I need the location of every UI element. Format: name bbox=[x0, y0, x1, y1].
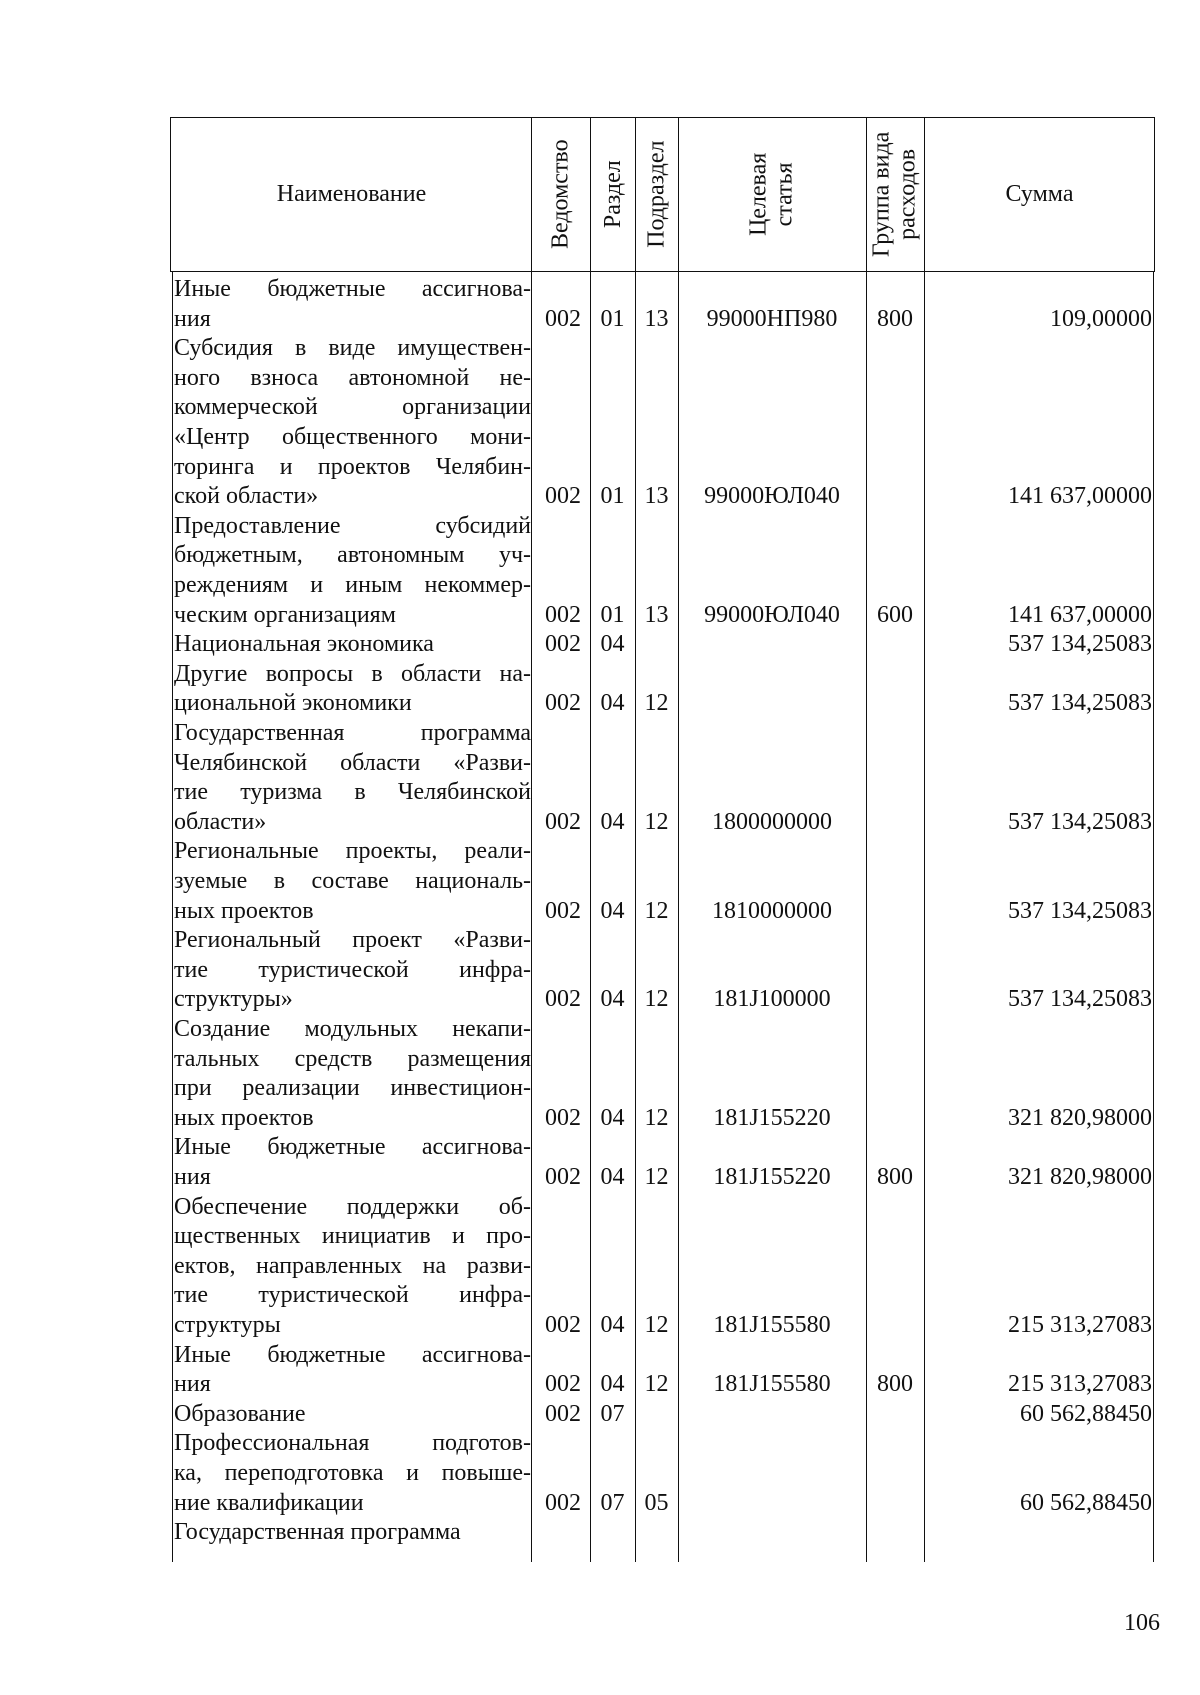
row-target-article: 181J155580 bbox=[713, 1311, 831, 1338]
row-name-line: тие туристической инфра- bbox=[174, 1282, 531, 1309]
row-name-line: Иные бюджетные ассигнова- bbox=[174, 1134, 531, 1161]
row-name-line: Предоставление субсидий bbox=[174, 512, 531, 539]
row-name-line: Челябинской области «Разви- bbox=[174, 749, 531, 776]
row-name-line: ческим организациям bbox=[174, 601, 396, 628]
row-name bbox=[174, 837, 531, 926]
row-subsection: 05 bbox=[644, 1489, 669, 1516]
row-sum: 109,00000 bbox=[1050, 305, 1152, 332]
row-subsection: 12 bbox=[644, 1371, 669, 1398]
row-name-line: коммерческой организации bbox=[174, 394, 531, 421]
row-section: 01 bbox=[600, 305, 625, 332]
row-target-article: 1810000000 bbox=[712, 897, 832, 924]
row-subsection: 13 bbox=[644, 305, 669, 332]
row-name-line: Региональные проекты, реали- bbox=[174, 838, 531, 865]
row-department: 002 bbox=[545, 1163, 581, 1190]
row-subsection: 12 bbox=[644, 1311, 669, 1338]
row-name bbox=[174, 275, 531, 334]
row-name-line: ния bbox=[174, 1163, 211, 1190]
row-department: 002 bbox=[545, 601, 581, 628]
row-sum: 215 313,27083 bbox=[1008, 1311, 1152, 1338]
header-target-article bbox=[678, 117, 866, 272]
header-section bbox=[590, 117, 635, 272]
row-name bbox=[174, 334, 531, 512]
row-section: 04 bbox=[600, 1163, 625, 1190]
header-department bbox=[531, 117, 590, 272]
header-name bbox=[172, 117, 531, 272]
row-section: 04 bbox=[600, 1371, 625, 1398]
row-name-line: области» bbox=[174, 808, 267, 835]
row-department: 002 bbox=[545, 1104, 581, 1131]
row-name-line: ектов, направленных на разви- bbox=[174, 1252, 531, 1279]
row-name bbox=[174, 630, 531, 660]
row-target-article: 99000ЮЛ040 bbox=[704, 601, 840, 628]
row-name-line: ных проектов bbox=[174, 897, 314, 924]
row-name-line: циональной экономики bbox=[174, 690, 412, 717]
row-name-line: при реализации инвестицион- bbox=[174, 1075, 531, 1102]
row-name-line: структуры» bbox=[174, 986, 293, 1013]
row-sum: 537 134,25083 bbox=[1008, 690, 1152, 717]
row-name-line: Национальная экономика bbox=[174, 631, 434, 658]
row-sum: 321 820,98000 bbox=[1008, 1163, 1152, 1190]
row-target-article: 181J155580 bbox=[713, 1371, 831, 1398]
row-name-line: ка, переподготовка и повыше- bbox=[174, 1459, 531, 1486]
row-name-line: Государственная программа bbox=[174, 720, 531, 746]
row-name-line: ния bbox=[174, 305, 211, 332]
row-target-article: 181J155220 bbox=[713, 1104, 831, 1131]
row-name-line: структуры bbox=[174, 1311, 281, 1338]
row-name-line: Субсидия в виде имуществен- bbox=[174, 335, 531, 362]
row-subsection: 12 bbox=[644, 808, 669, 835]
header-expense-group-label: Группа вида расходов bbox=[868, 131, 921, 258]
row-expense-group: 800 bbox=[877, 1371, 913, 1398]
row-department: 002 bbox=[545, 483, 581, 510]
row-department: 002 bbox=[545, 305, 581, 332]
row-department: 002 bbox=[545, 986, 581, 1013]
row-subsection: 12 bbox=[644, 690, 669, 717]
row-department: 002 bbox=[545, 1371, 581, 1398]
row-name bbox=[174, 1429, 531, 1518]
row-sum: 537 134,25083 bbox=[1008, 986, 1152, 1013]
row-name-line: Государственная программа bbox=[174, 1519, 461, 1546]
row-section: 07 bbox=[600, 1489, 625, 1516]
header-subsection-label: Подраздел bbox=[643, 140, 670, 249]
row-name-line: реждениям и иным некоммер- bbox=[174, 571, 531, 598]
header-name-label: Наименование bbox=[276, 180, 427, 207]
row-name bbox=[174, 1193, 531, 1341]
row-sum: 60 562,88450 bbox=[1020, 1489, 1152, 1516]
row-name-line: Профессиональная подготов- bbox=[174, 1430, 531, 1457]
row-name-line: ного взноса автономной не- bbox=[174, 364, 531, 391]
row-sum: 537 134,25083 bbox=[1008, 808, 1152, 835]
table-body bbox=[0, 275, 1200, 1565]
row-section: 01 bbox=[600, 483, 625, 510]
row-target-article: 99000ЮЛ040 bbox=[704, 483, 840, 510]
row-department: 002 bbox=[545, 897, 581, 924]
row-subsection: 13 bbox=[644, 483, 669, 510]
row-sum: 141 637,00000 bbox=[1008, 601, 1152, 628]
page-number: 106 bbox=[1124, 1610, 1160, 1636]
row-name bbox=[174, 1133, 531, 1192]
row-section: 04 bbox=[600, 808, 625, 835]
row-section: 07 bbox=[600, 1400, 625, 1427]
header-subsection bbox=[635, 117, 678, 272]
row-sum: 321 820,98000 bbox=[1008, 1104, 1152, 1131]
row-sum: 537 134,25083 bbox=[1008, 631, 1152, 658]
row-name-line: ской области» bbox=[174, 483, 319, 510]
row-subsection: 12 bbox=[644, 1104, 669, 1131]
row-sum: 537 134,25083 bbox=[1008, 897, 1152, 924]
row-section: 04 bbox=[600, 631, 625, 658]
row-name-line: тие туристической инфра- bbox=[174, 956, 531, 983]
header-expense-group bbox=[866, 117, 924, 272]
header-department-label: Ведомство bbox=[547, 139, 574, 250]
row-sum: 215 313,27083 bbox=[1008, 1371, 1152, 1398]
row-department: 002 bbox=[545, 631, 581, 658]
row-section: 01 bbox=[600, 601, 625, 628]
row-name-line: Создание модульных некапи- bbox=[174, 1016, 531, 1042]
row-name-line: тие туризма в Челябинской bbox=[174, 779, 531, 806]
row-subsection: 12 bbox=[644, 986, 669, 1013]
header-sum bbox=[924, 117, 1155, 272]
row-name bbox=[174, 719, 531, 837]
row-sum: 141 637,00000 bbox=[1008, 483, 1152, 510]
row-name-line: ных проектов bbox=[174, 1104, 314, 1131]
row-section: 04 bbox=[600, 897, 625, 924]
row-target-article: 1800000000 bbox=[712, 808, 832, 835]
row-section: 04 bbox=[600, 1311, 625, 1338]
row-sum: 60 562,88450 bbox=[1020, 1400, 1152, 1427]
row-name-line: бюджетным, автономным уч- bbox=[174, 542, 531, 569]
header-section-label: Раздел bbox=[599, 160, 626, 229]
row-name-line: щественных инициатив и про- bbox=[174, 1223, 531, 1250]
row-name bbox=[174, 1015, 531, 1133]
row-name-line: Обеспечение поддержки об- bbox=[174, 1193, 531, 1220]
row-section: 04 bbox=[600, 1104, 625, 1131]
row-target-article: 181J155220 bbox=[713, 1163, 831, 1190]
row-name bbox=[174, 1518, 531, 1548]
row-name-line: тальных средств размещения bbox=[174, 1045, 531, 1072]
row-subsection: 13 bbox=[644, 601, 669, 628]
row-department: 002 bbox=[545, 1489, 581, 1516]
row-section: 04 bbox=[600, 986, 625, 1013]
row-name-line: «Центр общественного мони- bbox=[174, 423, 531, 450]
row-expense-group: 600 bbox=[877, 601, 913, 628]
row-name-line: Другие вопросы в области на- bbox=[174, 660, 531, 687]
row-department: 002 bbox=[545, 1400, 581, 1427]
header-sum-label: Сумма bbox=[1005, 180, 1074, 207]
row-name-line: Иные бюджетные ассигнова- bbox=[174, 1341, 531, 1368]
row-name-line: Образование bbox=[174, 1400, 306, 1427]
row-name-line: Региональный проект «Разви- bbox=[174, 927, 531, 954]
row-expense-group: 800 bbox=[877, 1163, 913, 1190]
row-name-line: зуемые в составе националь- bbox=[174, 867, 531, 894]
row-name-line: Иные бюджетные ассигнова- bbox=[174, 276, 531, 302]
row-name bbox=[174, 512, 531, 630]
row-name-line: ния bbox=[174, 1371, 211, 1398]
row-name bbox=[174, 1400, 531, 1430]
row-subsection: 12 bbox=[644, 1163, 669, 1190]
row-department: 002 bbox=[545, 1311, 581, 1338]
row-expense-group: 800 bbox=[877, 305, 913, 332]
row-name-line: ние квалификации bbox=[174, 1489, 364, 1516]
row-section: 04 bbox=[600, 690, 625, 717]
header-target-article-label: Целевая статья bbox=[745, 152, 798, 237]
row-department: 002 bbox=[545, 808, 581, 835]
row-name bbox=[174, 660, 531, 719]
row-subsection: 12 bbox=[644, 897, 669, 924]
row-target-article: 181J100000 bbox=[713, 986, 831, 1013]
row-target-article: 99000НП980 bbox=[706, 305, 838, 332]
row-department: 002 bbox=[545, 690, 581, 717]
row-name bbox=[174, 1341, 531, 1400]
row-name-line: торинга и проектов Челябин- bbox=[174, 453, 531, 480]
row-name bbox=[174, 926, 531, 1015]
